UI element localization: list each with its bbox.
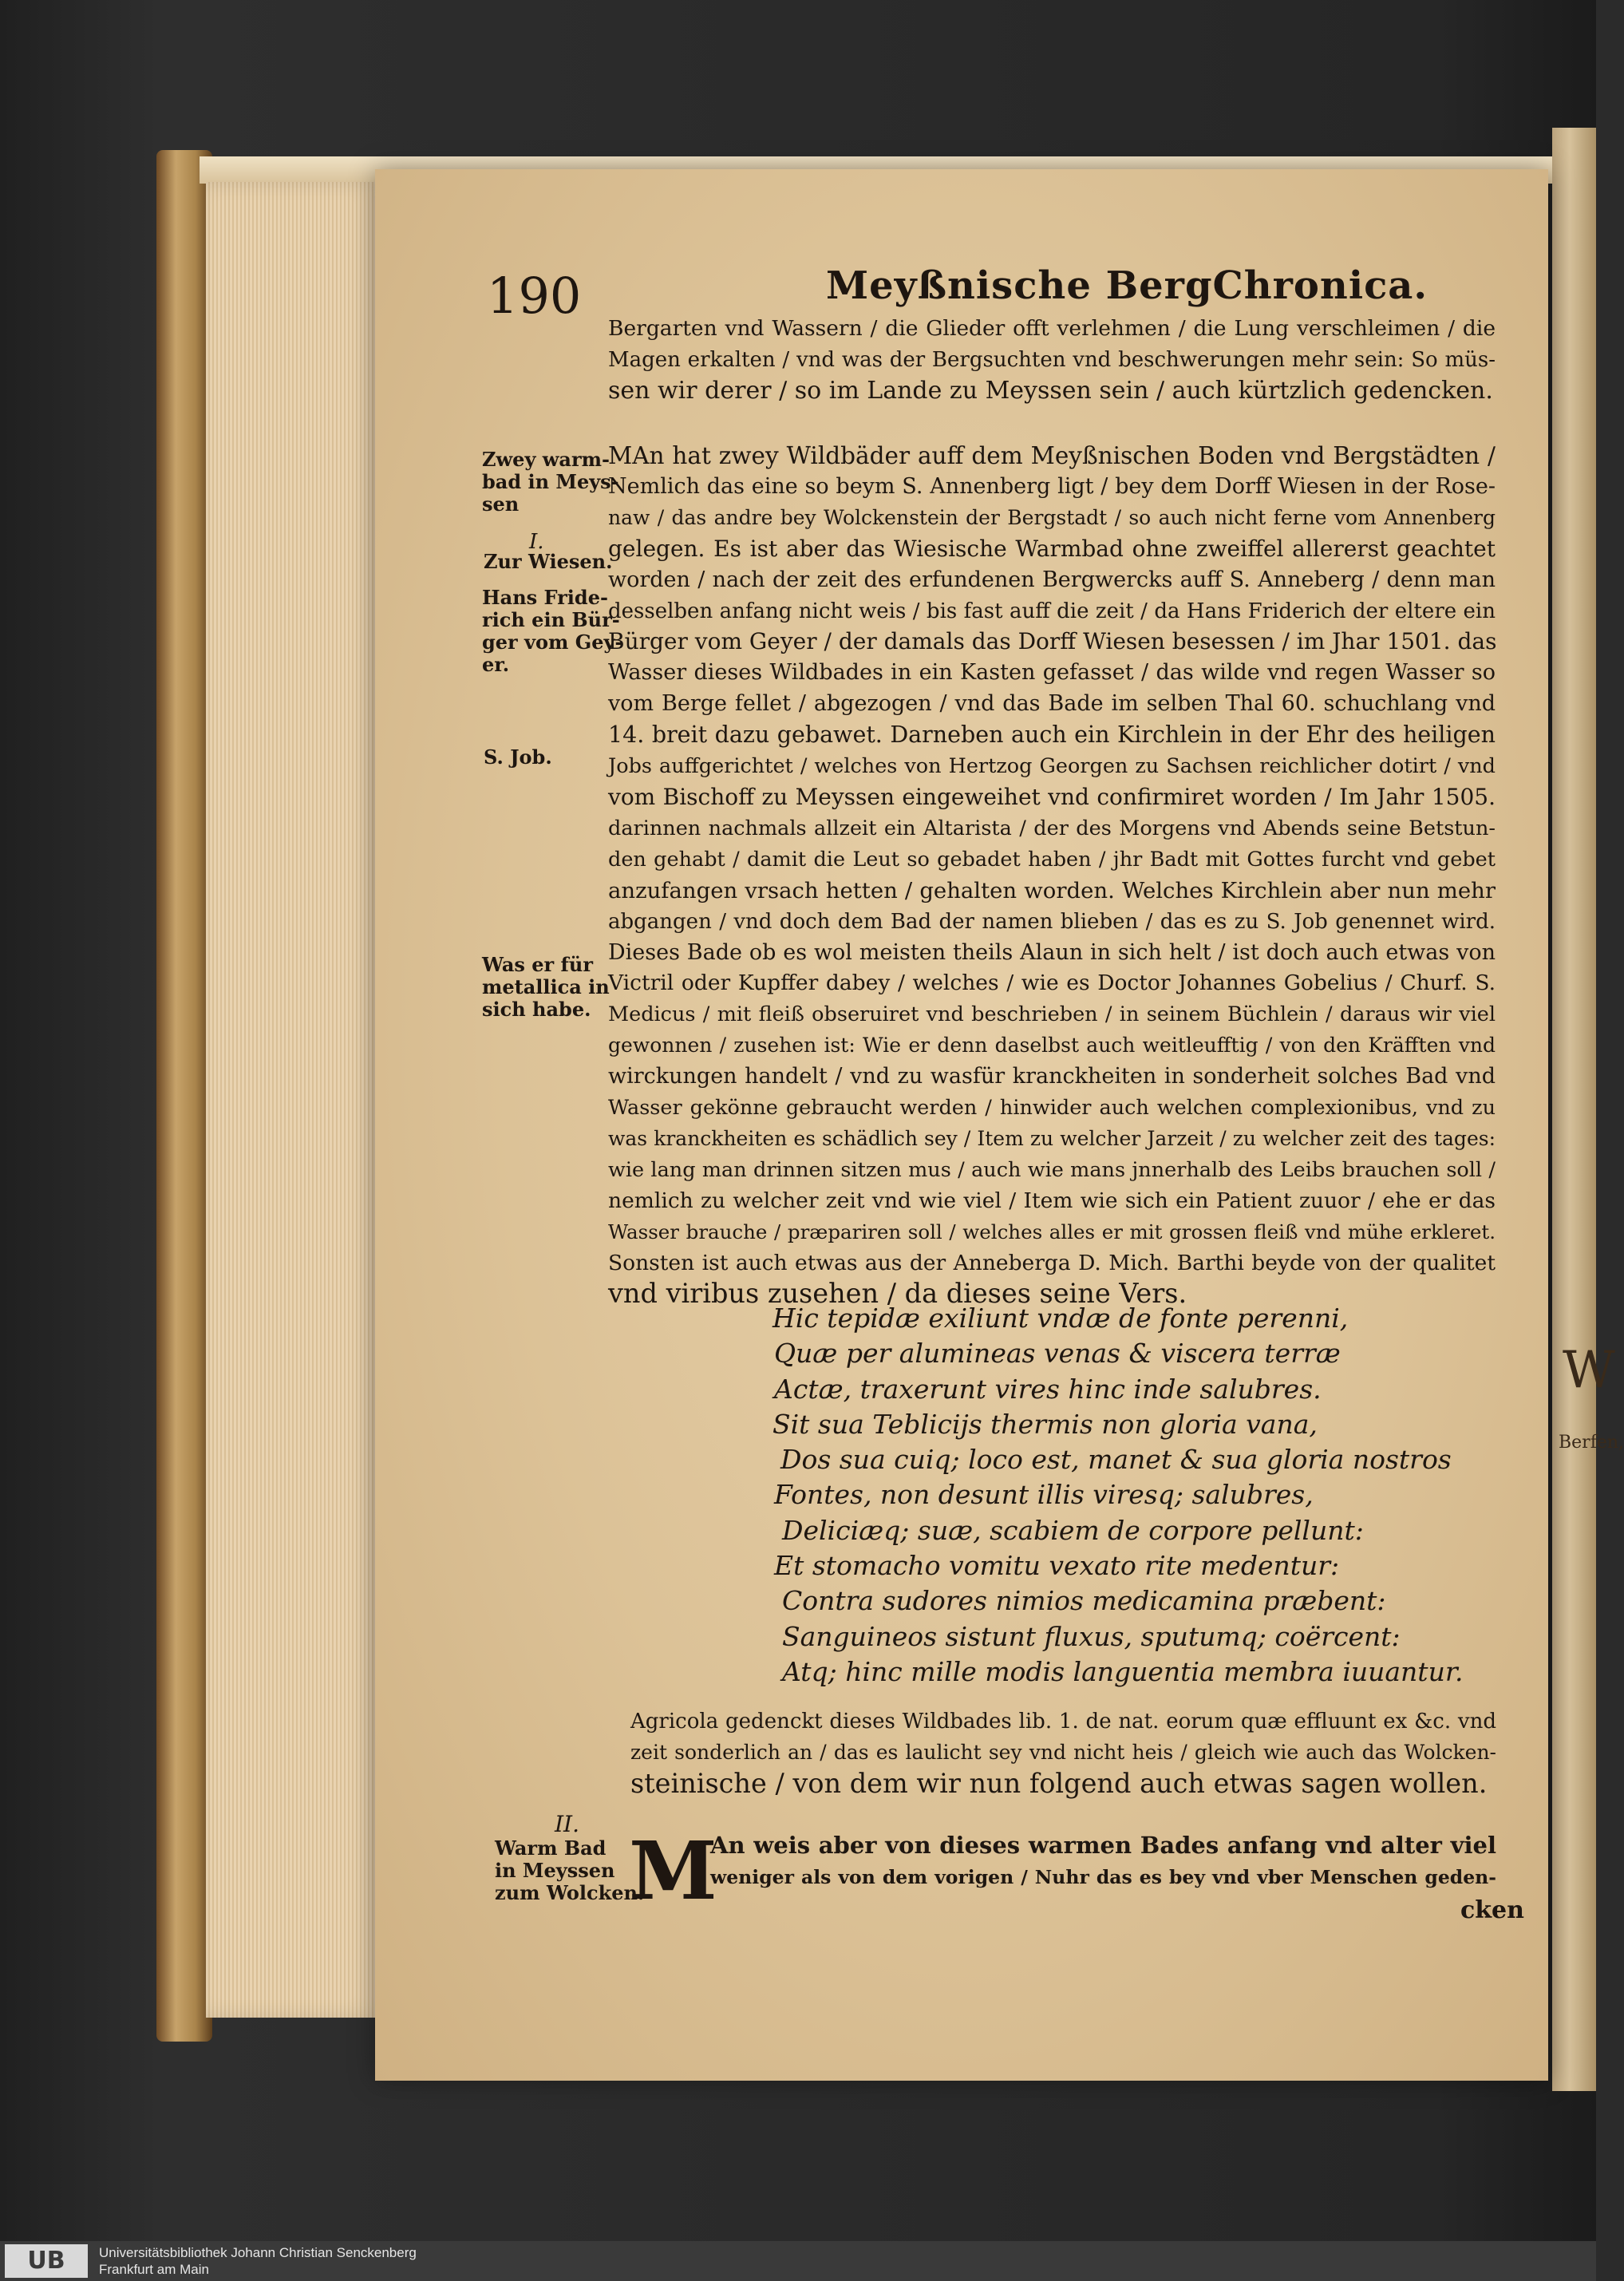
poem-line: Hic tepidæ exiliunt vndæ de fonte perenni, (772, 1303, 1349, 1334)
closing-paragraph (630, 1706, 1496, 1800)
text-line: Jobs auffgerichtet / welches von Hertzog Georgen zu Sachsen reichlicher dotirt / vnd (608, 754, 1496, 779)
running-head: Meyßnische BergChronica. (826, 263, 1428, 308)
text-line: Dieses Bade ob es wol meisten theils Alaun in sich helt / ist doch auch etwas von (608, 939, 1496, 965)
text-line: Victril oder Kupffer dabey / welches / wie es Doctor Johannes Gobelius / Churf. S. (608, 971, 1496, 996)
text-line: sen wir derer / so im Lande zu Meyssen sein / auch kürtzlich gedencken. (608, 376, 1493, 405)
marginal-line: zum Wolcken. (495, 1881, 645, 1904)
marginal-line: Zur Wiesen. (484, 550, 613, 573)
text-line: nemlich zu welcher zeit vnd wie viel / Item wie sich ein Patient zuuor / ehe er das (608, 1188, 1496, 1213)
text-line: Bürger vom Geyer / der damals das Dorff Wiesen besessen / im Jhar 1501. das (608, 628, 1497, 655)
text-line: Magen erkalten / vnd was der Bergsuchten vnd beschwerungen mehr sein: So müs- (608, 347, 1496, 372)
poem-line: Fontes, non desunt illis viresq; salubres, (774, 1479, 1314, 1511)
text-line: wirckungen handelt / vnd zu wasfür kranckheiten in sonderheit solches Bad vnd (608, 1064, 1496, 1089)
text-line: darinnen nachmals allzeit ein Altarista / der des Morgens vnd Abends seine Betstun- (608, 816, 1496, 840)
text-line: Medicus / mit fleiß obseruiret vnd beschrieben / in seinem Büchlein / daraus wir viel (608, 1002, 1496, 1027)
next-page-fragment: Berfen, (1559, 1433, 1624, 1453)
text-line: Wasser gekönne gebraucht werden / hinwider auch welchen complexionibus, vnd zu (608, 1096, 1496, 1121)
poem-line: Contra sudores nimios medicamina præbent: (782, 1585, 1386, 1617)
poem-line: Quæ per alumineas venas & viscera terræ (774, 1338, 1341, 1370)
marginal-line: Was er für (482, 953, 593, 976)
text-line: vnd viribus zusehen / da dieses seine Vers. (608, 1278, 1187, 1310)
text-line: Nemlich das eine so beym S. Annenberg ligt / bey dem Dorff Wiesen in der Rose- (608, 473, 1496, 499)
text-line: Wasser brauche / præpariren soll / welches alles er mit grossen fleiß vnd mühe erkleret. (608, 1220, 1496, 1243)
text-line: weniger als von dem vorigen / Nuhr das es bey vnd vber Menschen geden- (710, 1866, 1496, 1888)
section-2-paragraph (710, 1829, 1496, 1893)
marginal-number-2: II. (555, 1811, 580, 1837)
drop-cap-initial: M (629, 1824, 717, 1918)
text-line: Wasser dieses Wildbades in ein Kasten gefasset / das wilde vnd regen Wasser so (608, 660, 1496, 686)
marginal-note-hans-friderich (482, 587, 622, 676)
text-line: anzufangen vrsach hetten / gehalten worden. Welches Kirchlein aber nun mehr (608, 877, 1496, 903)
text-line: zeit sonderlich an / das es laulicht sey vnd nicht heis / gleich wie auch das Wolcken- (630, 1740, 1496, 1764)
text-line: steinische / von dem wir nun folgend auch etwas sagen wollen. (630, 1767, 1488, 1799)
intro-paragraph (608, 314, 1496, 407)
latin-poem (772, 1301, 1463, 1690)
text-line: gelegen. Es ist aber das Wiesische Warmbad ohne zweiffel allererst geachtet (608, 535, 1496, 562)
poem-line: Dos sua cuiq; loco est, manet & sua gloria nostros (780, 1444, 1452, 1476)
marginal-line: er. (482, 653, 510, 676)
footer-location: Frankfurt am Main (99, 2262, 209, 2277)
marginal-line: Warm Bad (495, 1836, 607, 1860)
poem-line: Sit sua Teblicijs thermis non gloria vana, (772, 1408, 1318, 1440)
marginal-note-two-baths (482, 449, 619, 516)
marginal-line: ger vom Gey- (482, 631, 623, 654)
text-line: vom Bischoff zu Meyssen eingeweihet vnd confirmiret worden / Im Jahr 1505. (608, 783, 1496, 810)
marginal-line: Zwey warm- (482, 448, 610, 471)
marginal-line: bad in Meys- (482, 470, 619, 493)
text-line: desselben anfang nicht weis / bis fast auff die zeit / da Hans Friderich der eltere ein (608, 599, 1496, 623)
marginal-note-wolckenstein (495, 1837, 644, 1904)
marginal-note-metallica (482, 954, 610, 1021)
text-line: Sonsten ist auch etwas aus der Anneberga D. Mich. Barthi beyde von der qualitet (608, 1250, 1496, 1275)
text-line: gewonnen / zusehen ist: Wie er denn daselbst auch weitleufftig / von den Kräfften vnd (608, 1034, 1496, 1057)
marginal-line: rich ein Bür- (482, 608, 620, 631)
poem-line: Deliciæq; suæ, scabiem de corpore pellunt: (782, 1514, 1364, 1546)
marginal-number-1: I. (529, 530, 544, 554)
poem-line: Atq; hinc mille modis languentia membra iuuantur. (782, 1655, 1464, 1687)
page-edges (206, 182, 381, 2018)
marginal-line: in Meyssen (495, 1859, 615, 1882)
marginal-line: Hans Fride- (482, 586, 608, 609)
text-line: Agricola gedenckt dieses Wildbades lib. 1. de nat. eorum quæ effluunt ex &c. vnd (630, 1710, 1496, 1733)
marginal-note-job (484, 746, 552, 769)
text-line: MAn hat zwey Wildbäder auff dem Meyßnischen Boden vnd Bergstädten / (608, 442, 1496, 469)
text-line: 14. breit dazu gebawet. Darneben auch ein Kirchlein in der Ehr des heiligen (608, 721, 1496, 749)
text-line: vom Berge fellet / abgezogen / vnd das Bade im selben Thal 60. schuchlang vnd (608, 691, 1496, 717)
next-page-edge (1552, 128, 1596, 2091)
catchword: cken (1460, 1896, 1524, 1924)
marginal-line: S. Job. (484, 745, 552, 769)
text-line: abgangen / vnd doch dem Bad der namen blieben / das es zu S. Job genennet wird. (608, 909, 1496, 934)
text-line: naw / das andre bey Wolckenstein der Bergstadt / so auch nicht ferne vom Annenberg (608, 505, 1496, 529)
text-line: wie lang man drinnen sitzen mus / auch wie mans jnnerhalb des Leibs brauchen soll / (608, 1157, 1496, 1182)
text-line: Bergarten vnd Wassern / die Glieder offt verlehmen / die Lung verschleimen / die (608, 316, 1496, 341)
marginal-line: sen (482, 492, 520, 516)
marginal-line: metallica in (482, 975, 610, 998)
book-spine (156, 150, 212, 2042)
text-line: den gehabt / damit die Leut so gebadet haben / jhr Badt mit Gottes furcht vnd gebet (608, 847, 1496, 872)
footer-institution: Universitätsbibliothek Johann Christian Senckenberg (99, 2245, 417, 2260)
poem-line: Sanguineos sistunt fluxus, sputumq; coërcent: (782, 1620, 1401, 1652)
poem-line: Actæ, traxerunt vires hinc inde salubres. (774, 1373, 1322, 1405)
section-1-paragraph (608, 441, 1496, 1310)
marginal-note-wiesen (484, 551, 612, 573)
text-line: worden / nach der zeit des erfundenen Bergwercks auff S. Anneberg / denn man (608, 567, 1496, 592)
poem-line: Et stomacho vomitu vexato rite medentur: (774, 1550, 1340, 1582)
text-line: was kranckheiten es schädlich sey / Item zu welcher Jarzeit / zu welcher zeit des tages: (608, 1126, 1496, 1150)
library-logo: UB (5, 2244, 88, 2278)
marginal-line: sich habe. (482, 998, 591, 1021)
page-number: 190 (487, 267, 582, 325)
next-page-initial: W (1563, 1341, 1615, 1400)
text-line: An weis aber von dieses warmen Bades anfang vnd alter viel (710, 1832, 1496, 1859)
